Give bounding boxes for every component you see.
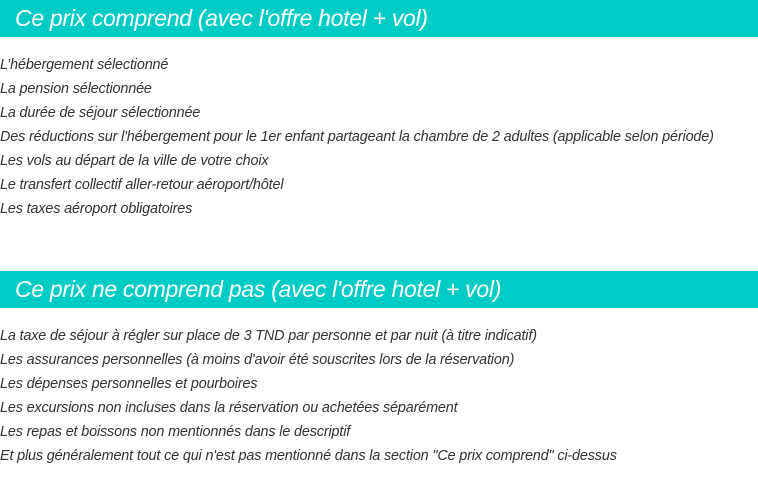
included-item: La pension sélectionnée (0, 81, 152, 97)
included-section-title: Ce prix comprend (avec l'offre hotel + vol) (0, 0, 758, 37)
included-item: Des réductions sur l'hébergement pour le 1er enfant partageant la chambre de 2 adultes (applicable selon période) (0, 129, 714, 145)
excluded-section-title: Ce prix ne comprend pas (avec l'offre hotel + vol) (0, 271, 758, 308)
included-item: Les taxes aéroport obligatoires (0, 201, 193, 217)
excluded-list (0, 324, 617, 468)
included-item: Les vols au départ de la ville de votre choix (0, 153, 269, 169)
excluded-item: La taxe de séjour à régler sur place de 3 TND par personne et par nuit (à titre indicatif) (0, 328, 537, 344)
excluded-item: Les dépenses personnelles et pourboires (0, 376, 258, 392)
excluded-item: Les repas et boissons non mentionnés dans le descriptif (0, 424, 351, 440)
excluded-item: Les assurances personnelles (à moins d'avoir été souscrites lors de la réservation) (0, 352, 515, 368)
included-item: La durée de séjour sélectionnée (0, 105, 201, 121)
included-list (0, 53, 714, 221)
included-item: Le transfert collectif aller-retour aéroport/hôtel (0, 177, 284, 193)
excluded-item: Et plus généralement tout ce qui n'est pas mentionné dans la section "Ce prix comprend" ci-dessus (0, 448, 617, 464)
excluded-item: Les excursions non incluses dans la réservation ou achetées séparément (0, 400, 458, 416)
included-item: L’hébergement sélectionné (0, 57, 169, 73)
